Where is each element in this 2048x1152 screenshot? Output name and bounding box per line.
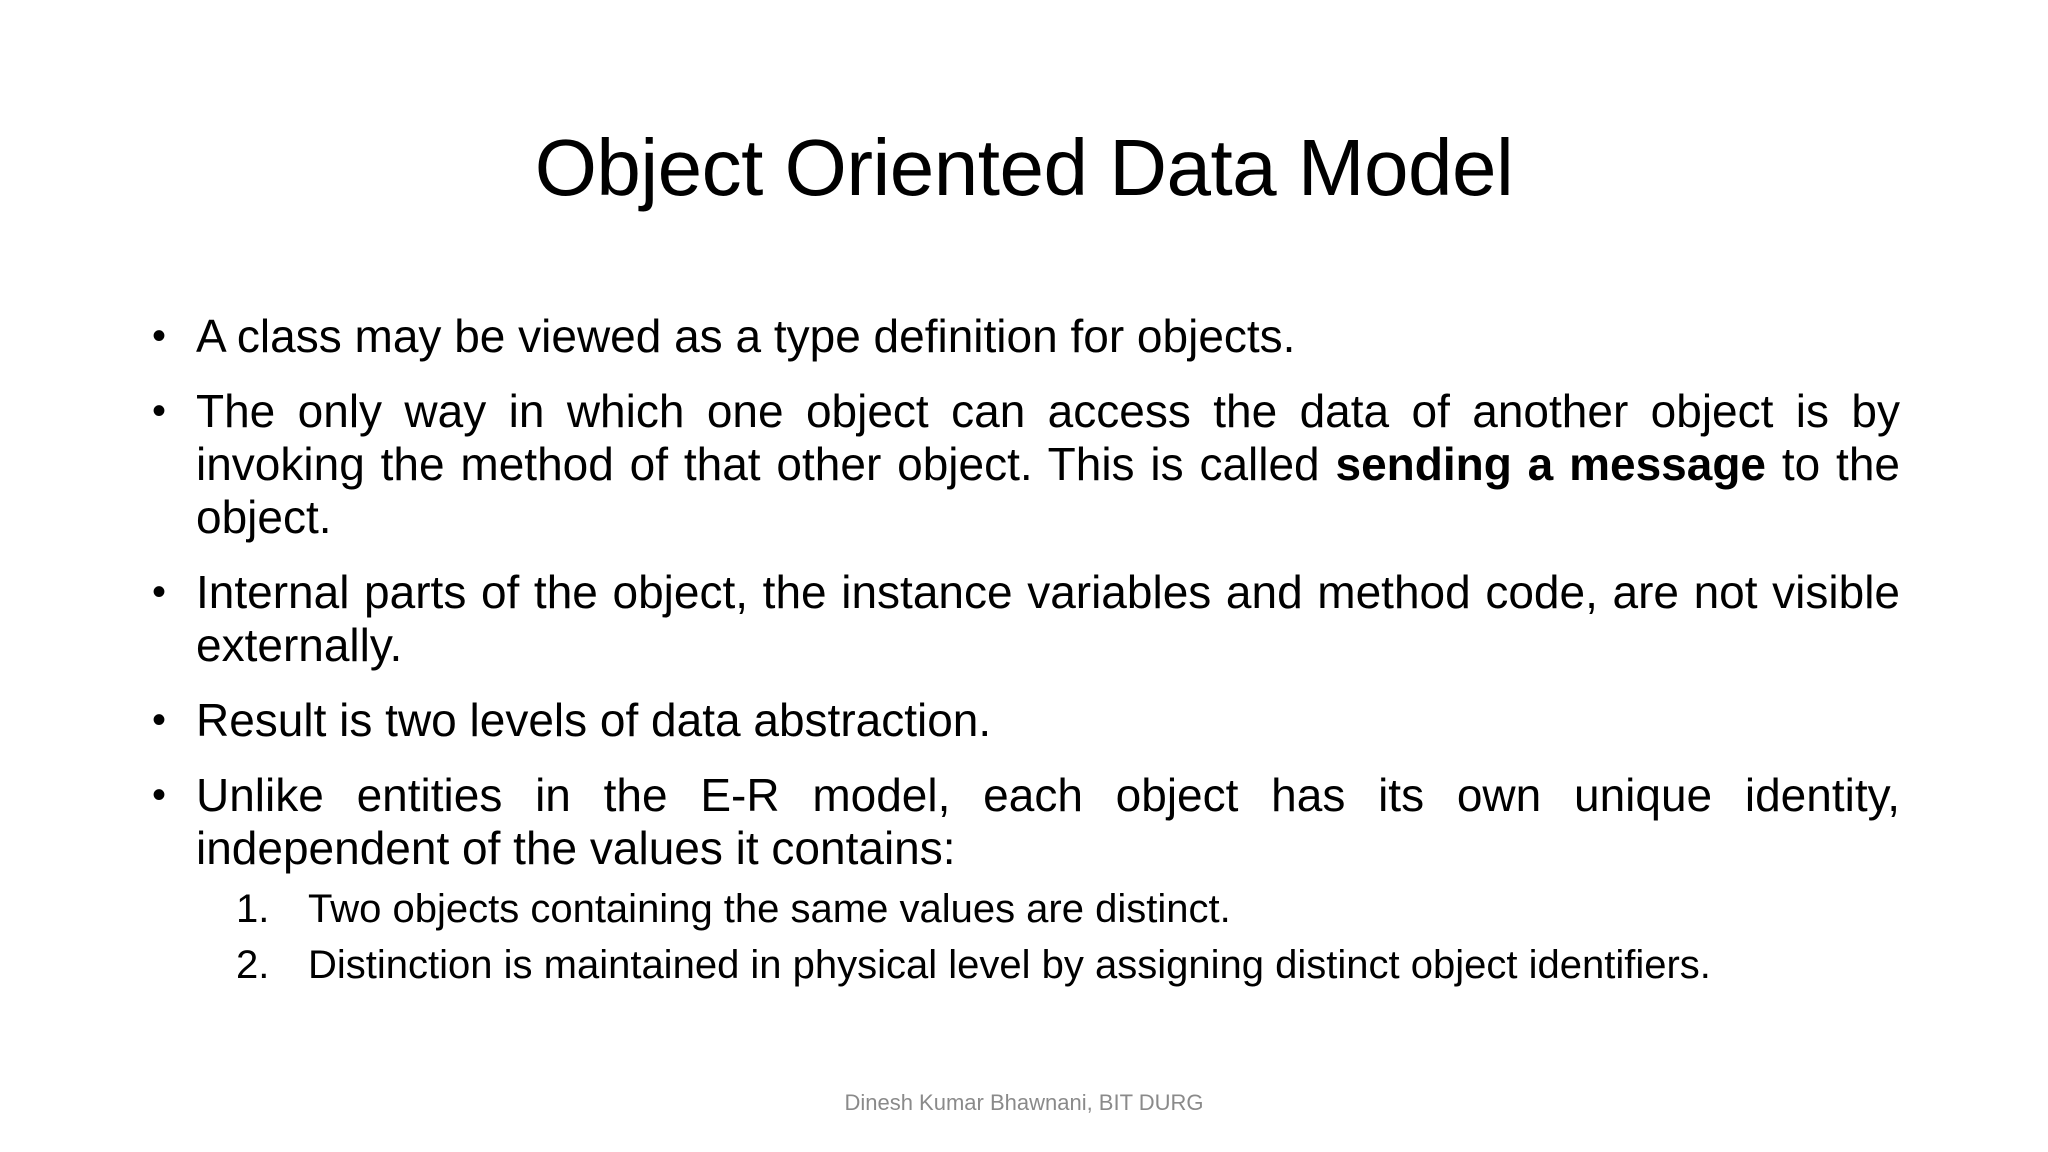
numbered-item	[196, 937, 1900, 993]
bullet-text: Internal parts of the object, the instance variables and method code, are not visible externally.	[196, 566, 1900, 671]
item-number: 1.	[236, 887, 270, 931]
bullet-item	[152, 769, 1900, 993]
numbered-item	[196, 881, 1900, 937]
bullet-list	[152, 310, 1900, 1015]
slide-title: Object Oriented Data Model	[534, 123, 1514, 212]
bullet-text: The only way in which one object can access the data of another object is by invoking the method of that other object. This is called sending a message to the object.	[196, 385, 1900, 543]
bullet-marker: •	[152, 773, 167, 817]
numbered-sublist	[196, 881, 1900, 993]
bold-term: sending a message	[1335, 438, 1766, 490]
bullet-marker: •	[152, 314, 167, 358]
bullet-item	[152, 385, 1900, 544]
bullet-item	[152, 310, 1900, 363]
bullet-item	[152, 566, 1900, 672]
bullet-marker: •	[152, 698, 167, 742]
item-text: Distinction is maintained in physical level by assigning distinct object identifiers.	[308, 943, 1711, 987]
slide-footer: Dinesh Kumar Bhawnani, BIT DURG	[844, 1090, 1204, 1115]
item-text: Two objects containing the same values are distinct.	[308, 887, 1231, 931]
bullet-marker: •	[152, 389, 167, 433]
bullet-text: Result is two levels of data abstraction.	[196, 694, 992, 746]
item-number: 2.	[236, 943, 270, 987]
bullet-item	[152, 694, 1900, 747]
bullet-marker: •	[152, 570, 167, 614]
bullet-text: A class may be viewed as a type definition for objects.	[196, 310, 1296, 362]
bullet-text: Unlike entities in the E-R model, each object has its own unique identity, independent of the values it contains:	[196, 769, 1900, 874]
